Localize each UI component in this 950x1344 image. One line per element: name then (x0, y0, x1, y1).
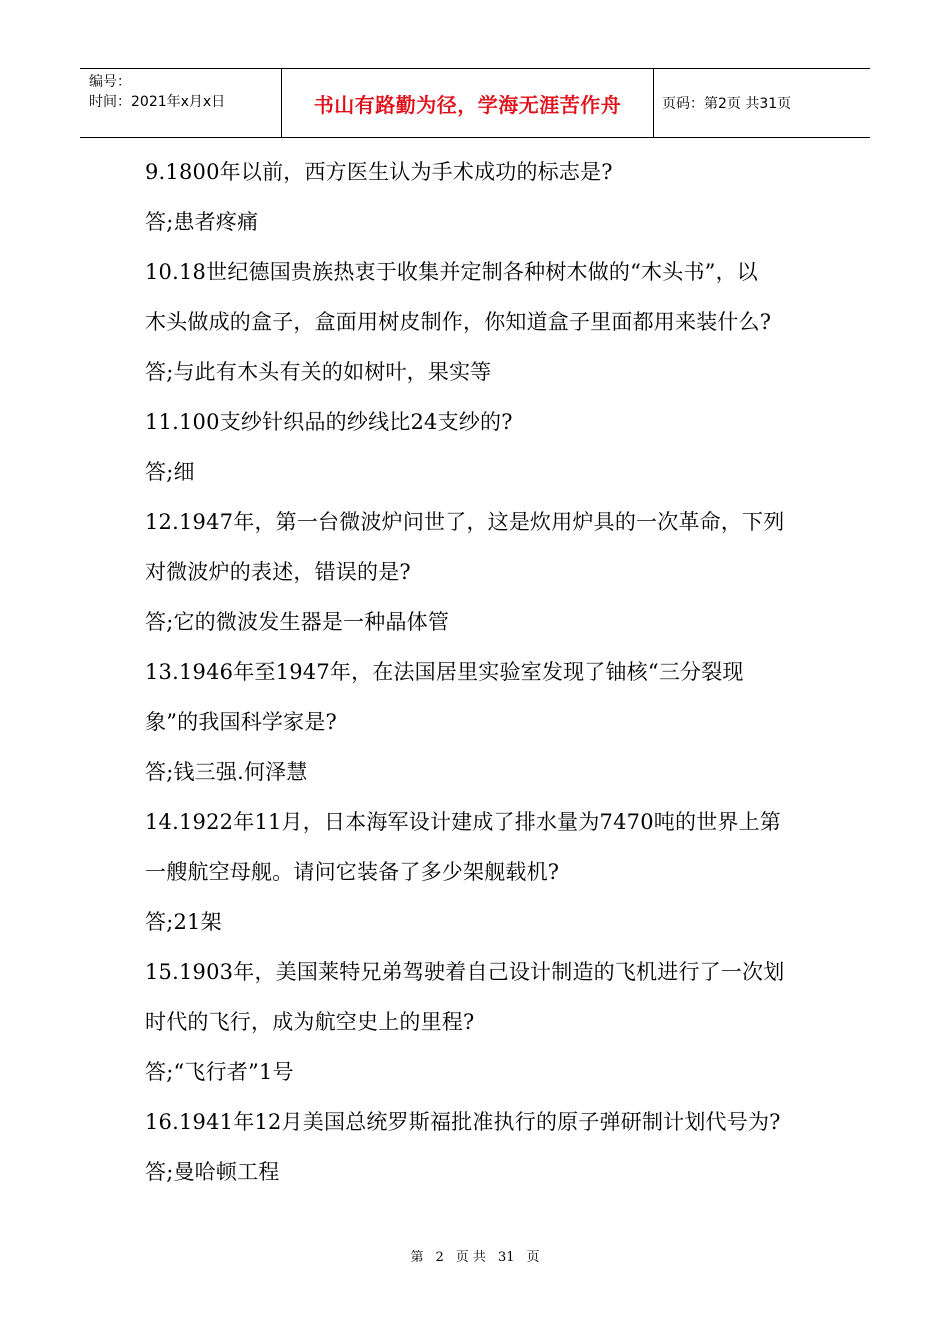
header-motto: 书山有路勤为径，学海无涯苦作舟 (313, 92, 622, 117)
header-meta (80, 69, 282, 137)
page-footer (0, 1246, 950, 1265)
text-line: 15.1903年，美国莱特兄弟驾驶着自己设计制造的飞机进行了一次划 (145, 960, 785, 984)
document-header (80, 68, 870, 138)
text-line: 16.1941年12月美国总统罗斯福批准执行的原子弹研制计划代号为? (145, 1110, 781, 1134)
footer-middle: 页 共 (455, 1250, 486, 1265)
footer-prefix: 第 (410, 1250, 424, 1265)
text-line: 答;与此有木头有关的如树叶，果实等 (145, 360, 492, 384)
footer-page-number: 2 (435, 1250, 444, 1265)
text-line: 答;钱三强.何泽慧 (145, 760, 308, 784)
text-line: 象”的我国科学家是? (145, 710, 337, 734)
text-line: 对微波炉的表述，错误的是? (145, 560, 411, 584)
header-page-label: 页码：第2页 共31页 (662, 96, 792, 112)
text-line: 14.1922年11月，日本海军设计建成了排水量为7470吨的世界上第 (145, 810, 782, 834)
text-line: 11.100支纱针织品的纱线比24支纱的? (145, 410, 513, 434)
text-line: 木头做成的盒子，盒面用树皮制作，你知道盒子里面都用来装什么? (145, 310, 772, 334)
text-line: 一艘航空母舰。请问它装备了多少架舰载机? (145, 860, 560, 884)
text-line: 13.1946年至1947年，在法国居里实验室发现了铀核“三分裂现 (145, 660, 744, 684)
document-body (145, 160, 815, 1210)
text-line: 12.1947年，第一台微波炉问世了，这是炊用炉具的一次革命，下列 (145, 510, 785, 534)
text-line: 答;它的微波发生器是一种晶体管 (145, 610, 450, 634)
document-date-label: 时间：2021年x月x日 (89, 94, 226, 110)
text-line: 答;细 (145, 460, 195, 484)
text-line: 答;曼哈顿工程 (145, 1160, 280, 1184)
text-line: 答;21架 (145, 910, 222, 934)
text-line: 9.1800年以前，西方医生认为手术成功的标志是? (145, 160, 613, 184)
text-line: 10.18世纪德国贵族热衷于收集并定制各种树木做的“木头书”，以 (145, 260, 758, 284)
text-line: 时代的飞行，成为航空史上的里程? (145, 1010, 475, 1034)
footer-suffix: 页 (526, 1250, 540, 1265)
header-page-cell (654, 69, 870, 137)
document-number-label: 编号： (89, 74, 131, 90)
footer-total-pages: 31 (497, 1250, 515, 1265)
text-line: 答;“飞行者”1号 (145, 1060, 294, 1084)
header-motto-cell (282, 69, 654, 137)
text-line: 答;患者疼痛 (145, 210, 259, 234)
